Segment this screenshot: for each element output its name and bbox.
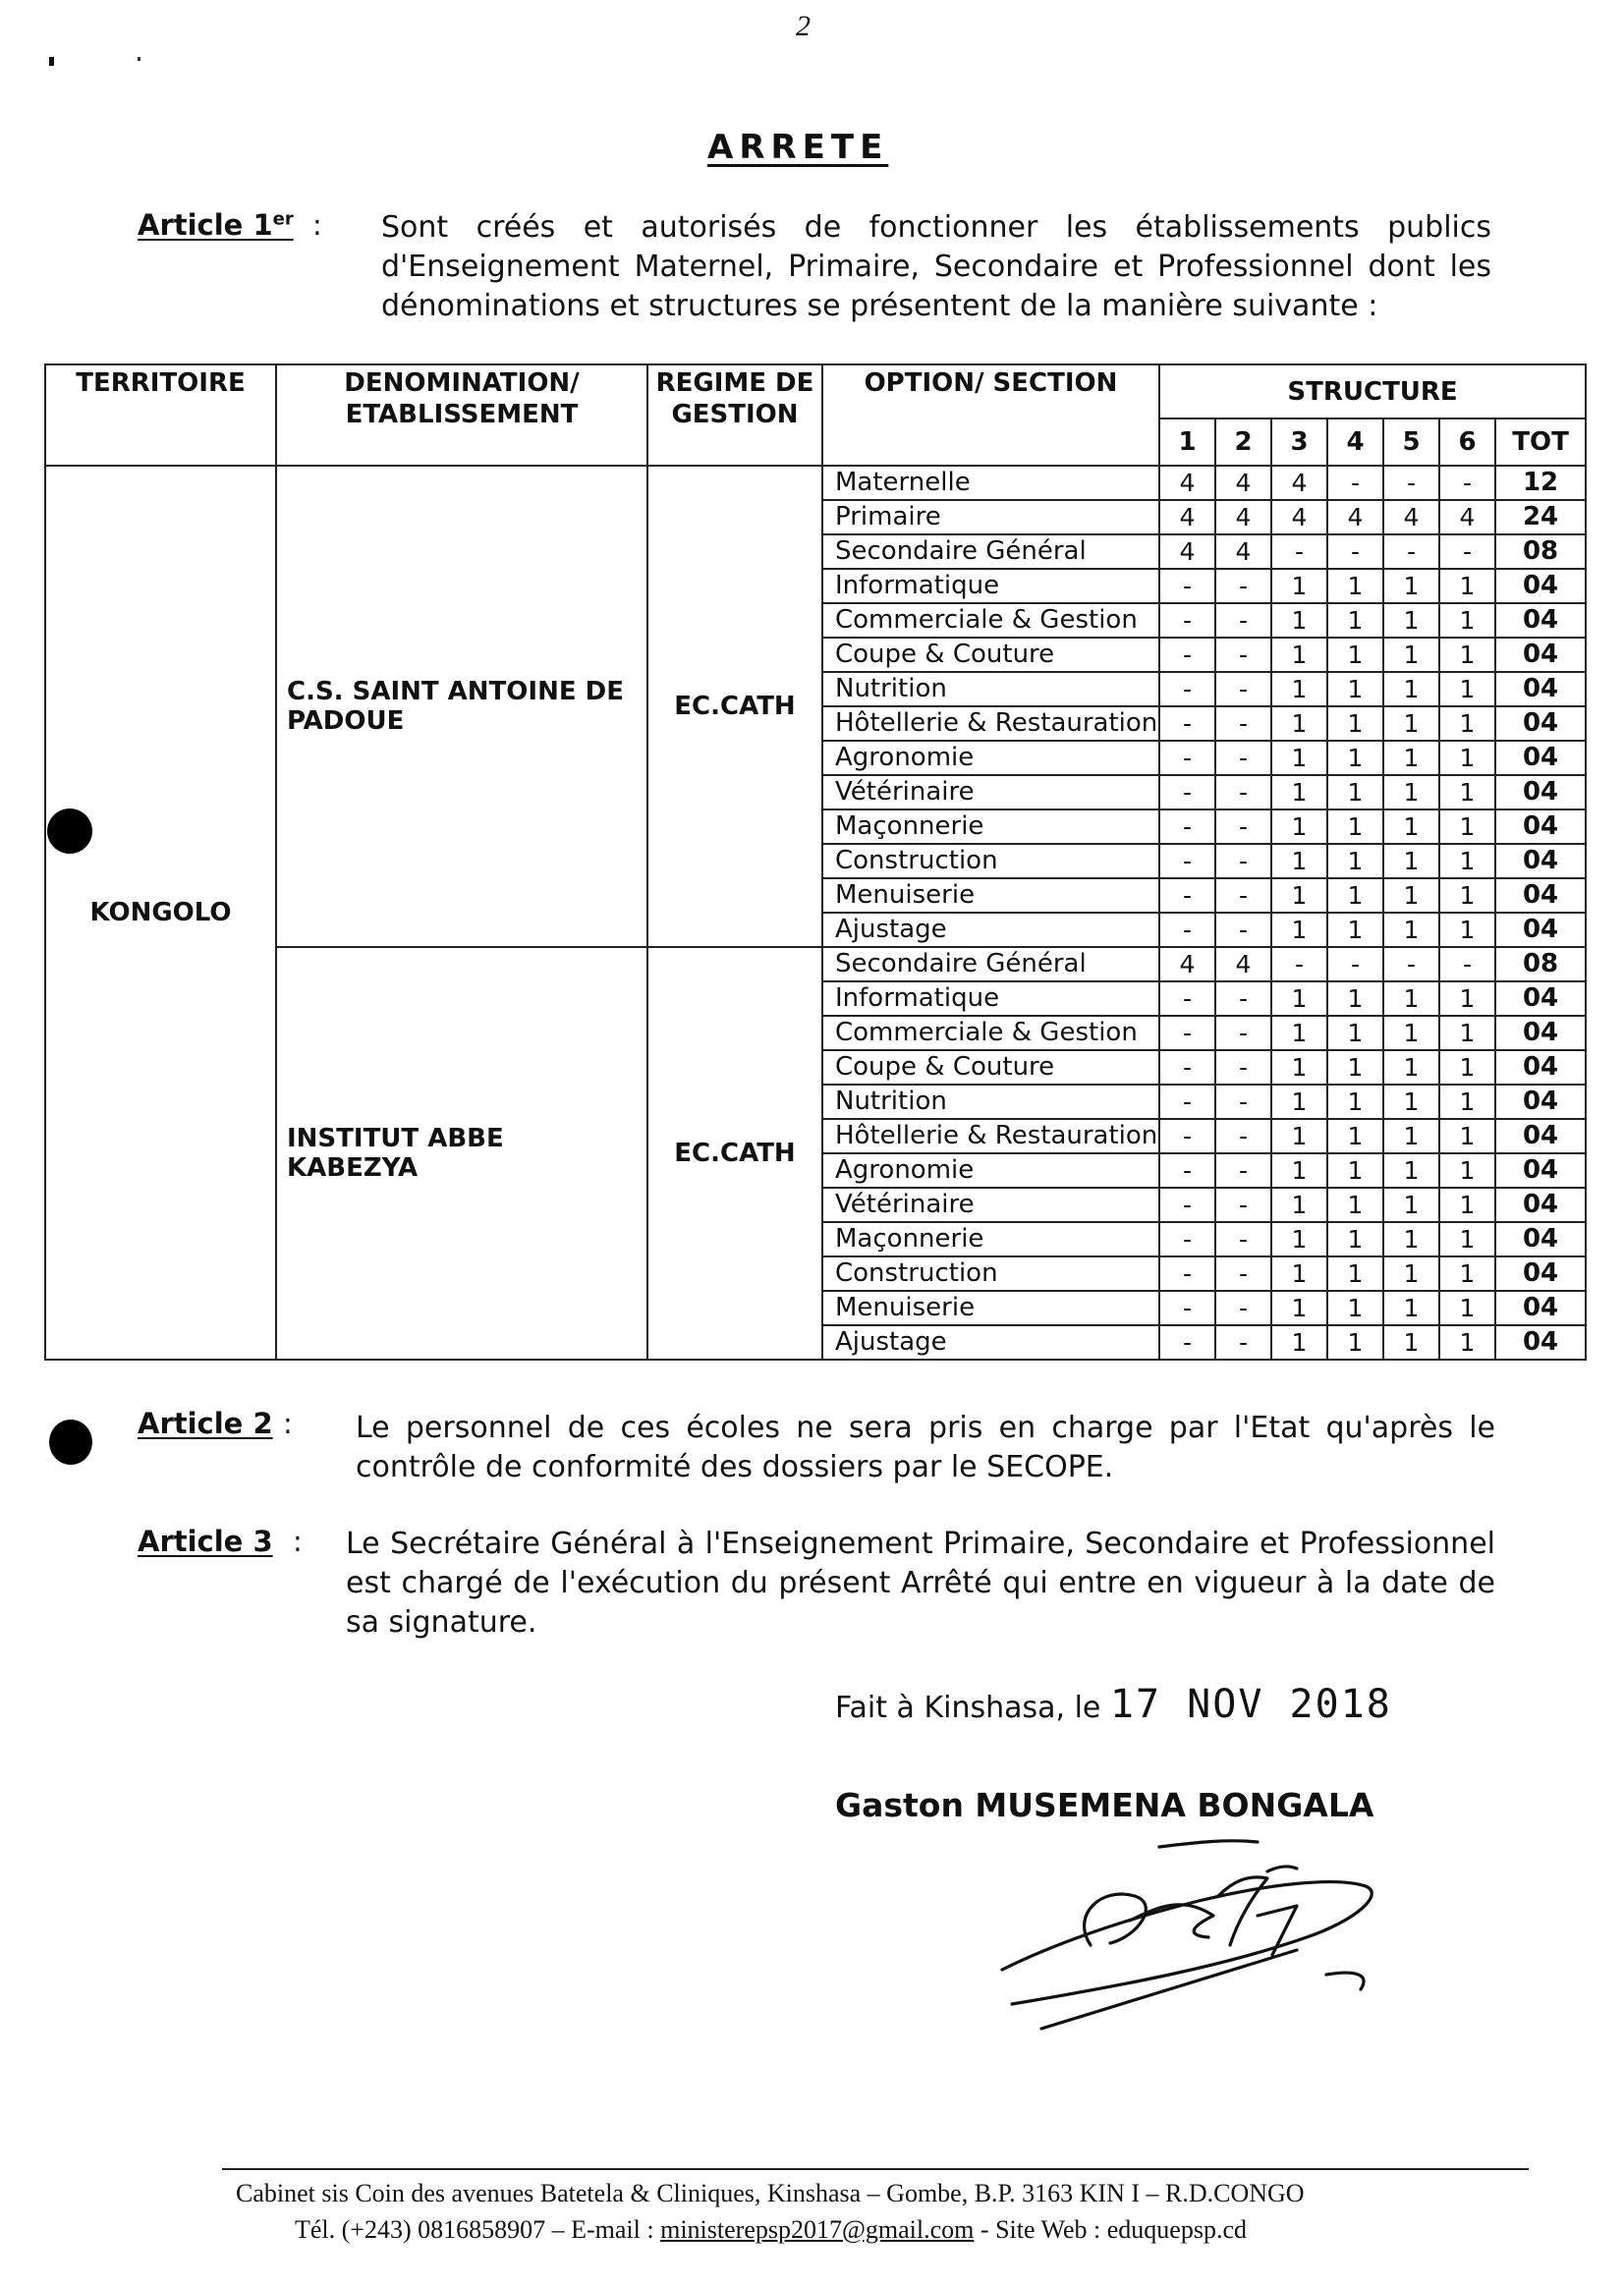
year-2-cell: - — [1215, 741, 1271, 775]
page-number: 2 — [796, 10, 811, 42]
year-1-cell: - — [1159, 1016, 1215, 1050]
year-2-cell: - — [1215, 1256, 1271, 1291]
year-4-cell: 1 — [1327, 1256, 1383, 1291]
option-cell: Menuiserie — [822, 878, 1159, 913]
total-cell: 04 — [1495, 1256, 1586, 1291]
total-cell: 04 — [1495, 1050, 1586, 1085]
total-cell: 04 — [1495, 775, 1586, 809]
option-cell: Commerciale & Gestion — [822, 1016, 1159, 1050]
total-cell: 04 — [1495, 878, 1586, 913]
document-title: ARRETE — [707, 128, 889, 167]
year-6-cell: 1 — [1439, 1325, 1495, 1360]
year-2-cell: - — [1215, 1085, 1271, 1119]
total-cell: 04 — [1495, 1085, 1586, 1119]
year-5-cell: 1 — [1383, 981, 1439, 1016]
year-3-cell: 1 — [1271, 741, 1327, 775]
option-cell: Maternelle — [822, 466, 1159, 500]
year-6-cell: - — [1439, 466, 1495, 500]
year-2-cell: 4 — [1215, 534, 1271, 569]
year-3-cell: 1 — [1271, 603, 1327, 638]
option-cell: Nutrition — [822, 1085, 1159, 1119]
year-6-cell: 1 — [1439, 1153, 1495, 1188]
year-2-cell: - — [1215, 878, 1271, 913]
year-3-cell: 1 — [1271, 878, 1327, 913]
year-3-cell: 1 — [1271, 1188, 1327, 1222]
year-5-cell: 1 — [1383, 844, 1439, 878]
option-cell: Coupe & Couture — [822, 1050, 1159, 1085]
year-6-cell: 1 — [1439, 809, 1495, 844]
header-year-2: 2 — [1215, 418, 1271, 466]
table-row — [45, 947, 1586, 981]
year-5-cell: 1 — [1383, 741, 1439, 775]
header-total: TOT — [1495, 418, 1586, 466]
bullet-dot — [49, 1420, 92, 1465]
year-1-cell: - — [1159, 706, 1215, 741]
option-cell: Commerciale & Gestion — [822, 603, 1159, 638]
year-2-cell: - — [1215, 1016, 1271, 1050]
scan-speck — [49, 57, 54, 66]
year-5-cell: 1 — [1383, 1325, 1439, 1360]
year-6-cell: - — [1439, 947, 1495, 981]
year-1-cell: - — [1159, 913, 1215, 947]
year-3-cell: 1 — [1271, 1222, 1327, 1256]
regime-cell: EC.CATH — [647, 466, 822, 947]
option-cell: Informatique — [822, 569, 1159, 603]
article3-colon: : — [293, 1525, 303, 1558]
year-4-cell: 1 — [1327, 1325, 1383, 1360]
year-3-cell: 1 — [1271, 569, 1327, 603]
year-6-cell: 1 — [1439, 1016, 1495, 1050]
year-3-cell: 1 — [1271, 1153, 1327, 1188]
year-6-cell: 1 — [1439, 1256, 1495, 1291]
footer-phone: Tél. (+243) 0816858907 – E-mail : — [295, 2215, 661, 2244]
year-4-cell: 1 — [1327, 1085, 1383, 1119]
handwritten-signature — [973, 1827, 1395, 2073]
option-cell: Maçonnerie — [822, 809, 1159, 844]
total-cell: 04 — [1495, 1188, 1586, 1222]
year-6-cell: 1 — [1439, 1085, 1495, 1119]
year-2-cell: 4 — [1215, 947, 1271, 981]
year-5-cell: 1 — [1383, 1222, 1439, 1256]
year-5-cell: 1 — [1383, 1256, 1439, 1291]
year-3-cell: 1 — [1271, 672, 1327, 706]
article2-colon: : — [283, 1407, 293, 1440]
year-2-cell: - — [1215, 706, 1271, 741]
total-cell: 04 — [1495, 1325, 1586, 1360]
option-cell: Secondaire Général — [822, 947, 1159, 981]
year-2-cell: 4 — [1215, 500, 1271, 534]
option-cell: Hôtellerie & Restauration — [822, 1119, 1159, 1153]
year-4-cell: 1 — [1327, 569, 1383, 603]
year-4-cell: 1 — [1327, 706, 1383, 741]
year-2-cell: - — [1215, 1325, 1271, 1360]
year-2-cell: - — [1215, 1153, 1271, 1188]
year-4-cell: 1 — [1327, 1291, 1383, 1325]
total-cell: 04 — [1495, 638, 1586, 672]
year-6-cell: 1 — [1439, 603, 1495, 638]
school-name-cell: INSTITUT ABBE KABEZYA — [276, 947, 647, 1360]
year-5-cell: 1 — [1383, 706, 1439, 741]
year-5-cell: 1 — [1383, 672, 1439, 706]
year-3-cell: 1 — [1271, 1119, 1327, 1153]
year-4-cell: - — [1327, 534, 1383, 569]
article1-label: Article 1er — [138, 208, 294, 242]
year-4-cell: 1 — [1327, 809, 1383, 844]
year-5-cell: 1 — [1383, 603, 1439, 638]
total-cell: 04 — [1495, 913, 1586, 947]
option-cell: Vétérinaire — [822, 775, 1159, 809]
year-4-cell: - — [1327, 947, 1383, 981]
header-year-6: 6 — [1439, 418, 1495, 466]
total-cell: 04 — [1495, 603, 1586, 638]
year-6-cell: 1 — [1439, 706, 1495, 741]
total-cell: 04 — [1495, 809, 1586, 844]
year-5-cell: 1 — [1383, 913, 1439, 947]
year-2-cell: - — [1215, 844, 1271, 878]
year-4-cell: 1 — [1327, 844, 1383, 878]
total-cell: 04 — [1495, 741, 1586, 775]
year-3-cell: - — [1271, 534, 1327, 569]
year-1-cell: - — [1159, 569, 1215, 603]
year-4-cell: - — [1327, 466, 1383, 500]
year-2-cell: - — [1215, 1222, 1271, 1256]
year-4-cell: 1 — [1327, 878, 1383, 913]
year-6-cell: - — [1439, 534, 1495, 569]
year-5-cell: 1 — [1383, 878, 1439, 913]
option-cell: Primaire — [822, 500, 1159, 534]
total-cell: 04 — [1495, 981, 1586, 1016]
year-4-cell: 1 — [1327, 1222, 1383, 1256]
year-4-cell: 1 — [1327, 603, 1383, 638]
year-2-cell: - — [1215, 981, 1271, 1016]
article3-label: Article 3 — [138, 1525, 273, 1558]
article2-text: Le personnel de ces écoles ne sera pris en charge par l'Etat qu'après le contrôle de conformité des dossiers par le SECOPE. — [356, 1411, 1495, 1484]
year-2-cell: - — [1215, 1119, 1271, 1153]
year-3-cell: 1 — [1271, 1050, 1327, 1085]
total-cell: 08 — [1495, 947, 1586, 981]
year-3-cell: 1 — [1271, 1256, 1327, 1291]
header-year-5: 5 — [1383, 418, 1439, 466]
year-6-cell: 1 — [1439, 1291, 1495, 1325]
year-2-cell: 4 — [1215, 466, 1271, 500]
territory-cell: KONGOLO — [45, 466, 276, 1360]
footer-website: - Site Web : eduquepsp.cd — [974, 2215, 1248, 2244]
total-cell: 24 — [1495, 500, 1586, 534]
year-3-cell: 4 — [1271, 500, 1327, 534]
year-5-cell: - — [1383, 534, 1439, 569]
year-1-cell: - — [1159, 1050, 1215, 1085]
year-3-cell: 1 — [1271, 1085, 1327, 1119]
bullet-dot — [47, 809, 92, 854]
year-1-cell: - — [1159, 1325, 1215, 1360]
year-1-cell: - — [1159, 638, 1215, 672]
year-2-cell: - — [1215, 913, 1271, 947]
scan-speck — [138, 57, 140, 61]
year-6-cell: 1 — [1439, 741, 1495, 775]
total-cell: 04 — [1495, 706, 1586, 741]
year-2-cell: - — [1215, 638, 1271, 672]
year-1-cell: - — [1159, 775, 1215, 809]
option-cell: Informatique — [822, 981, 1159, 1016]
total-cell: 04 — [1495, 1119, 1586, 1153]
option-cell: Secondaire Général — [822, 534, 1159, 569]
year-5-cell: 4 — [1383, 500, 1439, 534]
year-2-cell: - — [1215, 672, 1271, 706]
option-cell: Construction — [822, 1256, 1159, 1291]
year-6-cell: 1 — [1439, 1119, 1495, 1153]
year-6-cell: 1 — [1439, 913, 1495, 947]
option-cell: Menuiserie — [822, 1291, 1159, 1325]
year-1-cell: - — [1159, 672, 1215, 706]
signer-name: Gaston MUSEMENA BONGALA — [835, 1786, 1374, 1824]
option-cell: Agronomie — [822, 1153, 1159, 1188]
footer-contact — [295, 2215, 1247, 2245]
year-6-cell: 1 — [1439, 672, 1495, 706]
year-1-cell: - — [1159, 1188, 1215, 1222]
year-3-cell: 1 — [1271, 809, 1327, 844]
year-1-cell: 4 — [1159, 500, 1215, 534]
year-4-cell: 1 — [1327, 741, 1383, 775]
header-year-3: 3 — [1271, 418, 1327, 466]
year-5-cell: - — [1383, 466, 1439, 500]
year-6-cell: 1 — [1439, 981, 1495, 1016]
place-date — [835, 1682, 1392, 1727]
year-6-cell: 1 — [1439, 878, 1495, 913]
year-3-cell: 1 — [1271, 913, 1327, 947]
option-cell: Ajustage — [822, 913, 1159, 947]
footer-address: Cabinet sis Coin des avenues Batetela & Cliniques, Kinshasa – Gombe, B.P. 3163 KIN I – R.D.CONGO — [236, 2179, 1305, 2207]
year-6-cell: 1 — [1439, 1188, 1495, 1222]
total-cell: 04 — [1495, 672, 1586, 706]
place-text: Fait à Kinshasa, le — [835, 1691, 1101, 1725]
year-6-cell: 1 — [1439, 1222, 1495, 1256]
year-1-cell: 4 — [1159, 466, 1215, 500]
year-5-cell: 1 — [1383, 1188, 1439, 1222]
year-1-cell: - — [1159, 878, 1215, 913]
year-2-cell: - — [1215, 809, 1271, 844]
option-cell: Agronomie — [822, 741, 1159, 775]
year-6-cell: 1 — [1439, 775, 1495, 809]
header-year-4: 4 — [1327, 418, 1383, 466]
header-denomination: DENOMINATION/ ETABLISSEMENT — [276, 364, 647, 466]
total-cell: 04 — [1495, 569, 1586, 603]
year-4-cell: 1 — [1327, 1119, 1383, 1153]
year-5-cell: 1 — [1383, 1119, 1439, 1153]
year-5-cell: 1 — [1383, 1153, 1439, 1188]
total-cell: 04 — [1495, 844, 1586, 878]
footer-divider — [222, 2168, 1529, 2170]
total-cell: 04 — [1495, 1222, 1586, 1256]
total-cell: 08 — [1495, 534, 1586, 569]
year-3-cell: 1 — [1271, 844, 1327, 878]
year-4-cell: 1 — [1327, 1050, 1383, 1085]
header-year-1: 1 — [1159, 418, 1215, 466]
regime-cell: EC.CATH — [647, 947, 822, 1360]
school-name-cell: C.S. SAINT ANTOINE DE PADOUE — [276, 466, 647, 947]
year-1-cell: - — [1159, 1222, 1215, 1256]
year-5-cell: 1 — [1383, 775, 1439, 809]
year-6-cell: 1 — [1439, 844, 1495, 878]
establishments-table — [44, 363, 1587, 1361]
total-cell: 04 — [1495, 1016, 1586, 1050]
option-cell: Construction — [822, 844, 1159, 878]
year-2-cell: - — [1215, 1050, 1271, 1085]
option-cell: Maçonnerie — [822, 1222, 1159, 1256]
year-3-cell: 1 — [1271, 1016, 1327, 1050]
year-1-cell: - — [1159, 1119, 1215, 1153]
year-4-cell: 1 — [1327, 638, 1383, 672]
year-2-cell: - — [1215, 603, 1271, 638]
year-1-cell: - — [1159, 1256, 1215, 1291]
year-5-cell: 1 — [1383, 1291, 1439, 1325]
year-4-cell: 1 — [1327, 1016, 1383, 1050]
table-row — [45, 466, 1586, 500]
article1-text: Sont créés et autorisés de fonctionner les établissements publics d'Enseignement Maternel, Primaire, Secondaire et Professionnel dont les dénominations et structures se présentent de la manière suivante : — [381, 210, 1491, 323]
year-5-cell: - — [1383, 947, 1439, 981]
year-2-cell: - — [1215, 569, 1271, 603]
option-cell: Vétérinaire — [822, 1188, 1159, 1222]
year-4-cell: 4 — [1327, 500, 1383, 534]
header-territoire: TERRITOIRE — [45, 364, 276, 466]
total-cell: 12 — [1495, 466, 1586, 500]
option-cell: Coupe & Couture — [822, 638, 1159, 672]
year-1-cell: - — [1159, 1085, 1215, 1119]
header-structure: STRUCTURE — [1159, 364, 1586, 418]
year-1-cell: - — [1159, 603, 1215, 638]
year-1-cell: - — [1159, 981, 1215, 1016]
year-1-cell: - — [1159, 1153, 1215, 1188]
year-1-cell: - — [1159, 741, 1215, 775]
year-1-cell: - — [1159, 809, 1215, 844]
year-1-cell: - — [1159, 844, 1215, 878]
year-4-cell: 1 — [1327, 1153, 1383, 1188]
year-4-cell: 1 — [1327, 981, 1383, 1016]
year-5-cell: 1 — [1383, 569, 1439, 603]
article2-label: Article 2 — [138, 1407, 273, 1440]
year-4-cell: 1 — [1327, 913, 1383, 947]
option-cell: Nutrition — [822, 672, 1159, 706]
year-3-cell: - — [1271, 947, 1327, 981]
year-4-cell: 1 — [1327, 1188, 1383, 1222]
year-2-cell: - — [1215, 1188, 1271, 1222]
year-3-cell: 1 — [1271, 1291, 1327, 1325]
footer-email: ministerepsp2017@gmail.com — [660, 2215, 975, 2244]
year-1-cell: - — [1159, 1291, 1215, 1325]
year-3-cell: 4 — [1271, 466, 1327, 500]
header-regime: REGIME DE GESTION — [647, 364, 822, 466]
article3-text: Le Secrétaire Général à l'Enseignement Primaire, Secondaire et Professionnel est chargé de l'exécution du présent Arrêté qui entre en vigueur à la date de sa signature. — [346, 1527, 1495, 1640]
year-1-cell: 4 — [1159, 947, 1215, 981]
year-3-cell: 1 — [1271, 638, 1327, 672]
year-5-cell: 1 — [1383, 1016, 1439, 1050]
year-6-cell: 1 — [1439, 638, 1495, 672]
total-cell: 04 — [1495, 1291, 1586, 1325]
header-option: OPTION/ SECTION — [822, 364, 1159, 466]
year-3-cell: 1 — [1271, 981, 1327, 1016]
year-2-cell: - — [1215, 1291, 1271, 1325]
year-5-cell: 1 — [1383, 638, 1439, 672]
option-cell: Ajustage — [822, 1325, 1159, 1360]
year-6-cell: 1 — [1439, 569, 1495, 603]
year-1-cell: 4 — [1159, 534, 1215, 569]
option-cell: Hôtellerie & Restauration — [822, 706, 1159, 741]
article1-colon: : — [312, 208, 322, 242]
year-3-cell: 1 — [1271, 1325, 1327, 1360]
year-2-cell: - — [1215, 775, 1271, 809]
year-6-cell: 4 — [1439, 500, 1495, 534]
date-stamp: 17 NOV 2018 — [1109, 1682, 1392, 1727]
year-4-cell: 1 — [1327, 672, 1383, 706]
total-cell: 04 — [1495, 1153, 1586, 1188]
year-4-cell: 1 — [1327, 775, 1383, 809]
year-5-cell: 1 — [1383, 1050, 1439, 1085]
year-5-cell: 1 — [1383, 1085, 1439, 1119]
year-3-cell: 1 — [1271, 775, 1327, 809]
year-6-cell: 1 — [1439, 1050, 1495, 1085]
year-3-cell: 1 — [1271, 706, 1327, 741]
year-5-cell: 1 — [1383, 809, 1439, 844]
